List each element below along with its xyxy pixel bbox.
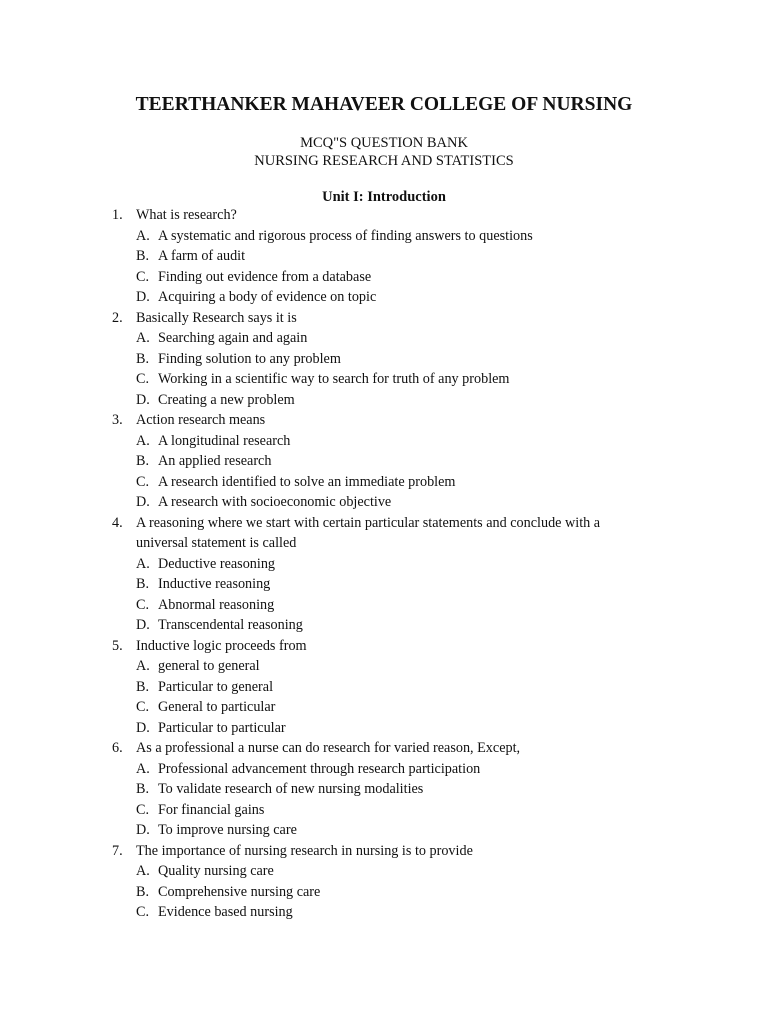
question-line (0, 513, 768, 534)
option-text: General to particular (158, 699, 276, 715)
question-line-continued (0, 533, 768, 554)
question-line (0, 410, 768, 431)
question-text: Inductive logic proceeds from (136, 637, 307, 654)
option-text: For financial gains (158, 801, 265, 818)
option-line (0, 287, 768, 308)
question-number: 5. (112, 637, 123, 654)
option-line (0, 779, 768, 800)
option-line (0, 267, 768, 288)
option-letter: B. (136, 248, 150, 264)
option-text: Deductive reasoning (158, 555, 276, 572)
option-letter: D. (136, 822, 150, 838)
option-line (0, 390, 768, 411)
option-line (0, 369, 768, 390)
question-text: universal statement is called (136, 535, 297, 551)
option-letter: B. (136, 453, 150, 469)
option-line (0, 861, 768, 882)
option-text: Working in a scientific way to search for truth of any problem (158, 371, 510, 387)
option-text: Finding out evidence from a database (158, 268, 372, 285)
option-letter: B. (136, 883, 150, 900)
option-line (0, 615, 768, 636)
option-letter: D. (136, 391, 150, 408)
option-letter: C. (136, 904, 150, 920)
option-line (0, 718, 768, 739)
question-number: 4. (112, 514, 123, 531)
option-letter: B. (136, 678, 150, 695)
option-line (0, 697, 768, 718)
option-text: Inductive reasoning (158, 576, 271, 592)
option-letter: D. (136, 617, 150, 633)
option-text: A research with socioeconomic objective (158, 494, 392, 510)
question-line (0, 636, 768, 657)
option-line (0, 759, 768, 780)
option-line (0, 800, 768, 821)
option-text: A systematic and rigorous process of finding answers to questions (158, 227, 533, 244)
option-text: Abnormal reasoning (158, 596, 275, 613)
option-letter: C. (136, 596, 150, 613)
question-number: 2. (112, 309, 123, 326)
question-bank-title: MCQ"S QUESTION BANK (300, 135, 468, 151)
question-line (0, 308, 768, 329)
option-text: A farm of audit (158, 248, 246, 264)
option-letter: A. (136, 227, 150, 244)
option-letter: C. (136, 699, 150, 715)
option-line (0, 328, 768, 349)
option-text: Acquiring a body of evidence on topic (158, 289, 377, 305)
option-letter: C. (136, 801, 150, 818)
option-letter: D. (136, 719, 150, 736)
question-line (0, 738, 768, 759)
question-line (0, 841, 768, 862)
question-number: 1. (112, 207, 123, 223)
option-letter: D. (136, 494, 150, 510)
option-text: Transcendental reasoning (158, 617, 303, 633)
option-line (0, 902, 768, 923)
option-line (0, 431, 768, 452)
option-letter: A. (136, 863, 150, 879)
option-letter: B. (136, 781, 150, 797)
option-letter: A. (136, 760, 150, 777)
question-item (0, 410, 768, 513)
question-text: Action research means (136, 412, 266, 428)
question-text: Basically Research says it is (136, 309, 297, 326)
question-number: 7. (112, 842, 123, 859)
option-letter: B. (136, 576, 150, 592)
option-text: Evidence based nursing (158, 904, 293, 920)
question-number: 6. (112, 740, 123, 756)
question-item (0, 841, 768, 923)
option-line (0, 677, 768, 698)
option-text: Finding solution to any problem (158, 350, 341, 367)
question-text: What is research? (136, 207, 237, 223)
option-text: A longitudinal research (158, 432, 291, 449)
option-line (0, 349, 768, 370)
option-text: Creating a new problem (158, 391, 295, 408)
option-text: Quality nursing care (158, 863, 274, 879)
question-text: The importance of nursing research in nursing is to provide (136, 842, 473, 859)
option-line (0, 492, 768, 513)
option-text: A research identified to solve an immediate problem (158, 473, 456, 490)
question-text: As a professional a nurse can do research for varied reason, Except, (136, 740, 521, 756)
option-line (0, 574, 768, 595)
option-letter: A. (136, 658, 150, 674)
option-text: To validate research of new nursing modalities (158, 781, 424, 797)
question-item (0, 308, 768, 411)
option-text: Particular to particular (158, 719, 286, 736)
option-letter: B. (136, 350, 150, 367)
option-text: general to general (158, 658, 260, 674)
option-letter: A. (136, 555, 150, 572)
option-text: To improve nursing care (158, 822, 297, 838)
option-line (0, 472, 768, 493)
option-line (0, 882, 768, 903)
option-line (0, 451, 768, 472)
option-letter: A. (136, 330, 150, 346)
option-line (0, 226, 768, 247)
subject-title: NURSING RESEARCH AND STATISTICS (254, 153, 514, 169)
option-letter: C. (136, 371, 150, 387)
option-line (0, 656, 768, 677)
unit-heading: Unit I: Introduction (322, 189, 446, 205)
option-line (0, 554, 768, 575)
question-item (0, 636, 768, 739)
option-letter: D. (136, 289, 150, 305)
option-text: Comprehensive nursing care (158, 883, 321, 900)
option-letter: C. (136, 473, 150, 490)
option-text: Particular to general (158, 678, 274, 695)
college-title: TEERTHANKER MAHAVEER COLLEGE OF NURSING (135, 94, 633, 115)
question-list (0, 205, 768, 923)
question-number: 3. (112, 412, 123, 428)
option-line (0, 246, 768, 267)
question-item (0, 738, 768, 841)
question-item (0, 205, 768, 308)
option-line (0, 820, 768, 841)
option-line (0, 595, 768, 616)
option-letter: A. (136, 432, 150, 449)
option-text: Searching again and again (158, 330, 308, 346)
option-text: Professional advancement through research participation (158, 760, 481, 777)
option-text: An applied research (158, 453, 272, 469)
option-letter: C. (136, 268, 150, 285)
question-text: A reasoning where we start with certain particular statements and conclude with a (136, 514, 601, 531)
question-line (0, 205, 768, 226)
question-item (0, 513, 768, 636)
